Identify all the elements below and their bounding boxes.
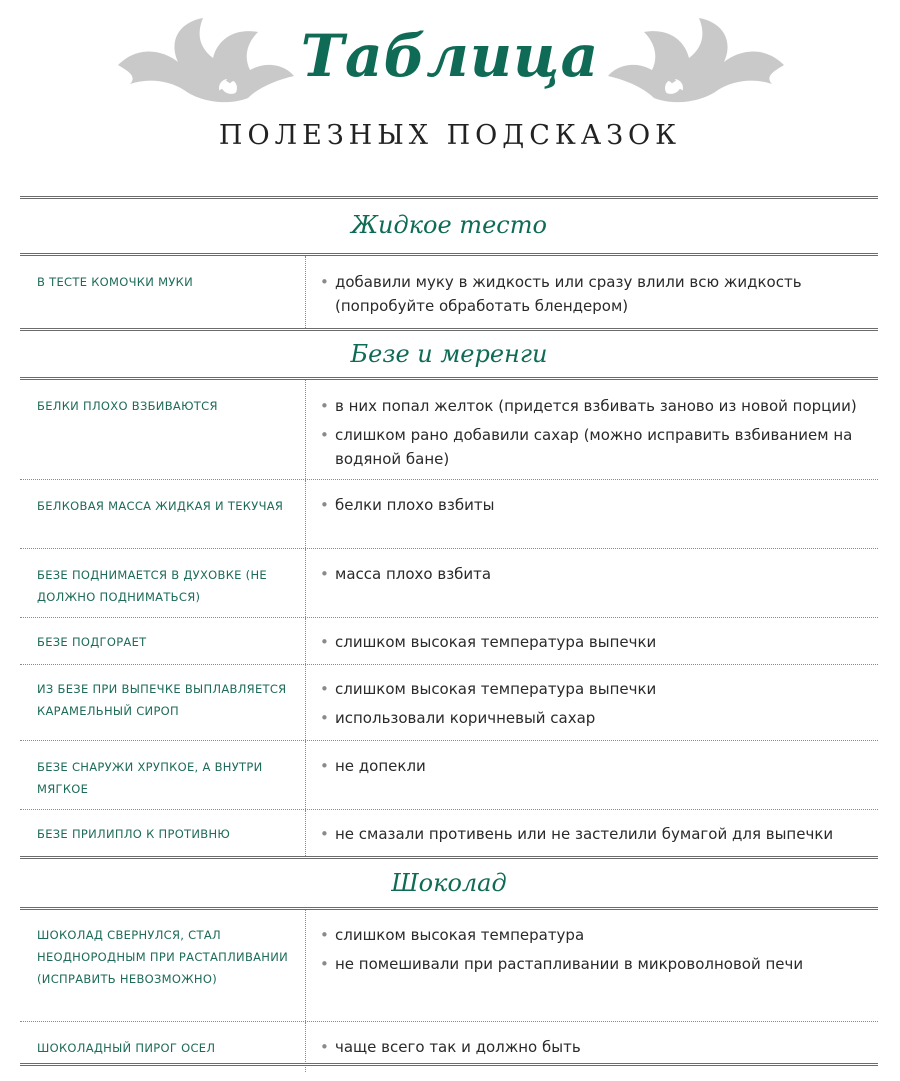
cause-item: • не помешивали при растапливании в микроволновой печи (320, 952, 875, 976)
problem-label: ИЗ БЕЗЕ ПРИ ВЫПЕЧКЕ ВЫПЛАВЛЯЕТСЯ КАРАМЕЛЬНЫЙ СИРОП (37, 682, 287, 718)
cause-item: • не смазали противень или не застелили бумагой для выпечки (320, 822, 875, 846)
cause-item: • белки плохо взбиты (320, 493, 875, 517)
table-row (20, 480, 878, 549)
table-row (20, 256, 878, 328)
problem-label: БЕЗЕ ПРИЛИПЛО К ПРОТИВНЮ (37, 827, 231, 841)
table-row (20, 549, 878, 618)
cause-item: • слишком высокая температура (320, 923, 875, 947)
problem-label: В ТЕСТЕ КОМОЧКИ МУКИ (37, 275, 194, 289)
header (0, 0, 900, 175)
cause-item: • добавили муку в жидкость или сразу влили всю жидкость (попробуйте обработать блендером) (320, 270, 875, 318)
section-header-batter (20, 196, 878, 256)
cause-item: • слишком рано добавили сахар (можно исправить взбиванием на водяной бане) (320, 423, 875, 471)
table-row (20, 810, 878, 856)
problem-label: БЕЗЕ ПОДНИМАЕТСЯ В ДУХОВКЕ (НЕ ДОЛЖНО ПОДНИМАТЬСЯ) (37, 568, 267, 604)
problem-label: ШОКОЛАД СВЕРНУЛСЯ, СТАЛ НЕОДНОРОДНЫМ ПРИ РАСТАПЛИВАНИИ (ИСПРАВИТЬ НЕВОЗМОЖНО) (37, 928, 289, 986)
problem-label: БЕЗЕ ПОДГОРАЕТ (37, 635, 147, 649)
table-row (20, 665, 878, 741)
problem-label: БЕЗЕ СНАРУЖИ ХРУПКОЕ, А ВНУТРИ МЯГКОЕ (37, 760, 263, 796)
cause-item: • чаще всего так и должно быть (320, 1035, 875, 1059)
problem-label: БЕЛКОВАЯ МАССА ЖИДКАЯ И ТЕКУЧАЯ (37, 499, 284, 513)
section-title: Безе и меренги (350, 340, 548, 368)
section-title: Жидкое тесто (351, 211, 547, 239)
page-subtitle: ПОЛЕЗНЫХ ПОДСКАЗОК (218, 120, 682, 151)
table-row (20, 910, 878, 1022)
problem-label: БЕЛКИ ПЛОХО ВЗБИВАЮТСЯ (37, 399, 218, 413)
section-title: Шоколад (391, 869, 507, 897)
section-header-meringue (20, 328, 878, 380)
cause-item: • слишком высокая температура выпечки (320, 630, 875, 654)
cause-item: • не допекли (320, 754, 875, 778)
bottom-rule (20, 1063, 878, 1066)
problem-label: ШОКОЛАДНЫЙ ПИРОГ ОСЕЛ (37, 1041, 216, 1055)
cause-item: • слишком высокая температура выпечки (320, 677, 875, 701)
cause-item: • в них попал желток (придется взбивать заново из новой порции) (320, 394, 875, 418)
table-row (20, 618, 878, 665)
tips-table (20, 196, 878, 1072)
table-row (20, 741, 878, 810)
table-row (20, 380, 878, 480)
cause-item: • масса плохо взбита (320, 562, 875, 586)
page-title: Таблица (300, 22, 600, 90)
cause-item: • использовали коричневый сахар (320, 706, 875, 730)
section-header-chocolate (20, 856, 878, 910)
